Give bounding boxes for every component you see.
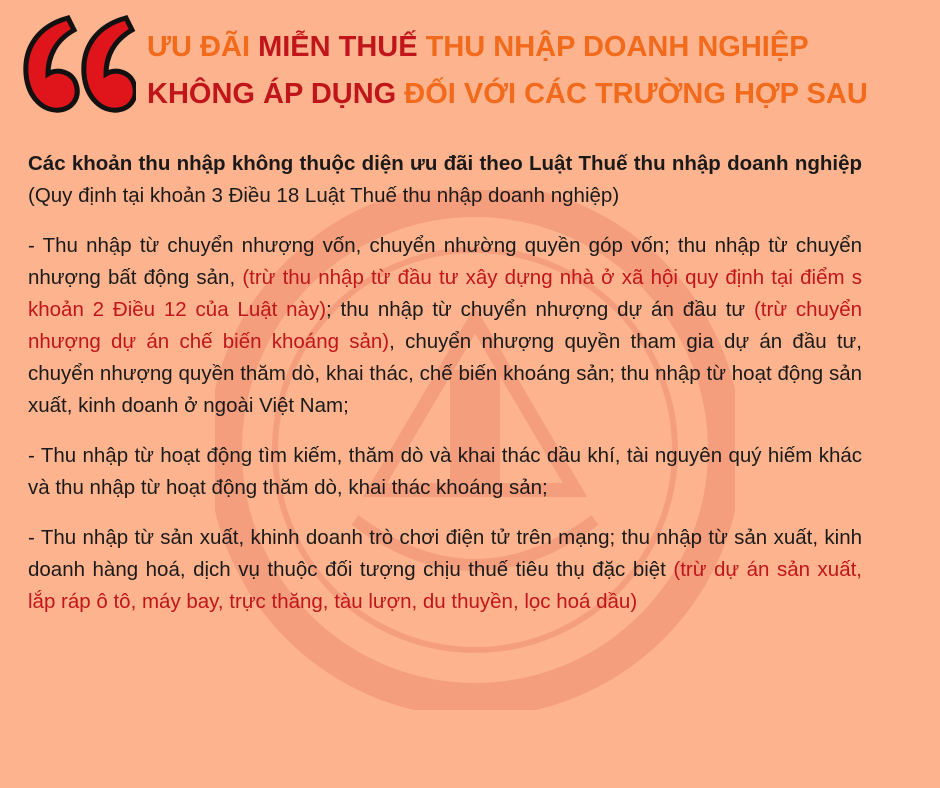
headline-emphasis: KHÔNG ÁP DỤNG <box>147 78 397 110</box>
headline-line-1 <box>147 24 927 71</box>
item-text: - Thu nhập từ sản xuất, khinh doanh trò chơi điện tử trên mạng; thu nhập từ sản xuất, kinh doanh hàng hoá, dịch vụ thuộc đối tượng chịu thuế tiêu thụ đặc biệt <box>28 526 862 581</box>
item-text: - Thu nhập từ hoạt động tìm kiếm, thăm dò và khai thác dầu khí, tài nguyên quý hiếm khác và thu nhập từ hoạt động thăm dò, khai thác khoáng sản; <box>28 444 862 499</box>
item-text: ; thu nhập từ chuyển nhượng dự án đầu tư <box>326 298 754 321</box>
item-exception: (trừ dự án sản xuất, lắp ráp ô tô, máy bay, trực thăng, tàu lượn, du thuyền, lọc hoá dầu) <box>28 558 862 613</box>
item-text: , chuyển nhượng quyền tham gia dự án đầu tư, chuyển nhượng quyền thăm dò, khai thác, chế biến khoáng sản; thu nhập từ hoạt động sản xuất, kinh doanh ở ngoài Việt Nam; <box>28 330 862 417</box>
content <box>28 148 862 636</box>
headline-line-2 <box>147 71 927 118</box>
item-2-paragraph <box>28 440 862 504</box>
headline <box>147 24 927 118</box>
headline-text: THU NHẬP DOANH NGHIỆP <box>417 31 809 63</box>
item-exception: (trừ chuyển nhượng dự án chế biến khoáng sản) <box>28 298 862 353</box>
item-1-paragraph <box>28 230 862 422</box>
headline-emphasis: MIỄN THUẾ <box>258 31 418 63</box>
intro-paragraph <box>28 148 862 212</box>
intro-note: (Quy định tại khoản 3 Điều 18 Luật Thuế thu nhập doanh nghiệp) <box>28 184 620 207</box>
item-exception: (trừ thu nhập từ đầu tư xây dựng nhà ở xã hội quy định tại điểm s khoản 2 Điều 12 của Luật này) <box>28 266 862 321</box>
item-3-paragraph <box>28 522 862 618</box>
quote-mark-icon <box>18 8 136 118</box>
headline-text: ƯU ĐÃI <box>147 31 259 63</box>
headline-text: ĐỐI VỚI CÁC TRƯỜNG HỢP SAU <box>396 78 868 110</box>
intro-bold: Các khoản thu nhập không thuộc diện ưu đãi theo Luật Thuế thu nhập doanh nghiệp <box>28 152 862 175</box>
item-text: - Thu nhập từ chuyển nhượng vốn, chuyển nhường quyền góp vốn; thu nhập từ chuyển nhượng bất động sản, <box>28 234 862 289</box>
